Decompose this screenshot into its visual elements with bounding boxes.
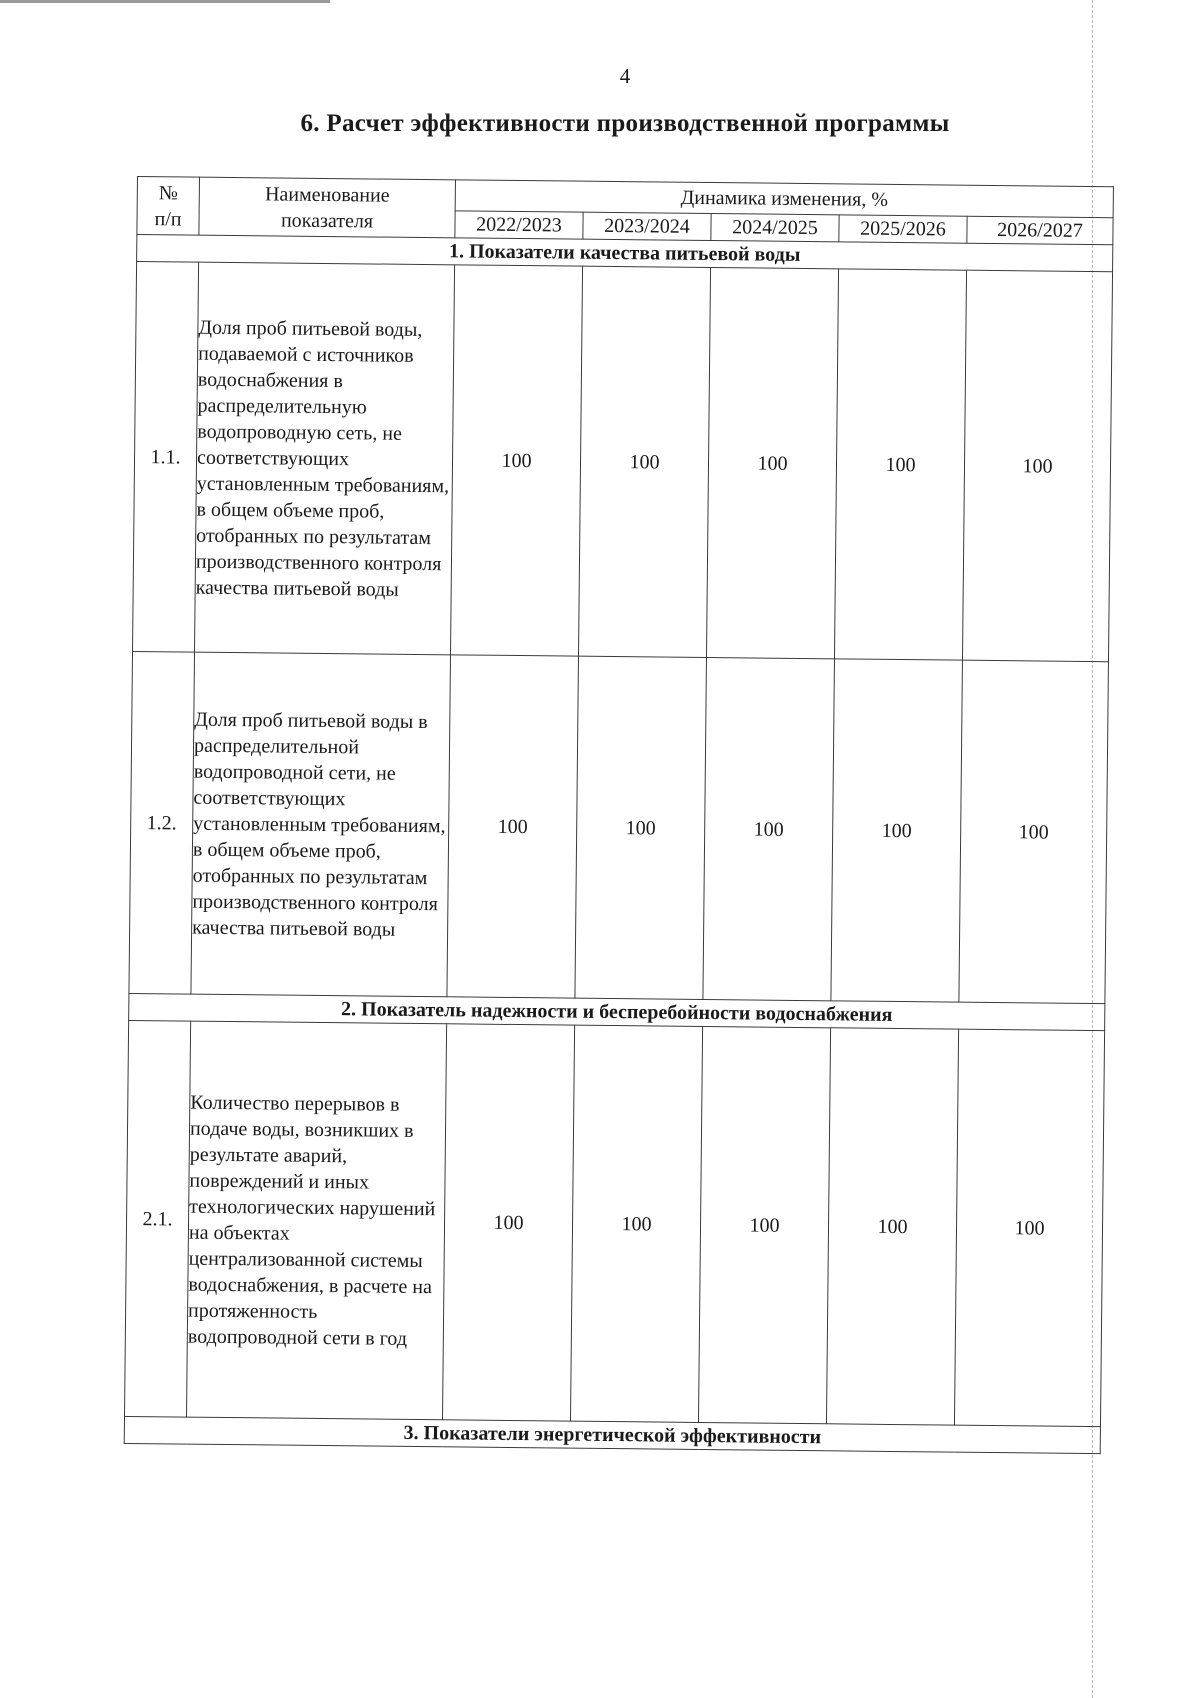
- indicator-value: 100: [959, 660, 1109, 1004]
- header-dynamics-label: Динамика изменения, %: [455, 180, 1113, 218]
- row-number: 1.2.: [129, 651, 195, 994]
- section-title: 3. Показатели энергетической эффективности: [124, 1416, 1100, 1453]
- indicator-value: 100: [575, 656, 707, 999]
- header-name-cell: [199, 177, 456, 238]
- table-row: [125, 1020, 1105, 1426]
- header-year: 2022/2023: [455, 211, 583, 239]
- indicator-value: 100: [698, 1026, 830, 1423]
- indicator-value: 100: [954, 1029, 1104, 1427]
- row-number: 2.1.: [125, 1020, 191, 1417]
- indicator-value: 100: [703, 657, 835, 1000]
- header-year: 2025/2026: [839, 215, 967, 243]
- indicators-table: [124, 176, 1114, 1454]
- header-year: 2024/2025: [711, 214, 839, 242]
- header-num-cell: [137, 177, 200, 236]
- indicator-value: 100: [442, 1024, 574, 1421]
- indicator-name: Доля проб питьевой воды в распределительной водопроводной сети, не соответствующих установленным требованиям, в общем объеме проб, отобранных по результатам производственного контроля качества питьевой воды: [191, 652, 451, 997]
- indicator-value: 100: [706, 268, 838, 659]
- header-name-label: Наименование показателя: [264, 182, 390, 232]
- indicator-name: Доля проб питьевой воды, подаваемой с источников водоснабжения в распределительную водопроводную сеть, не соответствующих установленным требованиям, в общем объеме проб, отобранных по результатам производственного контроля качества питьевой воды: [195, 262, 455, 655]
- indicator-value: 100: [831, 659, 963, 1002]
- header-year: 2023/2024: [583, 212, 711, 240]
- indicator-value: 100: [826, 1028, 958, 1425]
- indicator-value: 100: [570, 1025, 702, 1422]
- page-number: 4: [619, 64, 631, 88]
- table-row: [129, 651, 1109, 1003]
- table-row: [133, 262, 1113, 662]
- header-num-label: № п/п: [154, 181, 182, 230]
- header-year: 2026/2027: [967, 216, 1113, 245]
- section-title: 1. Показатели качества питьевой воды: [137, 235, 1113, 272]
- indicator-name: Количество перерывов в подаче воды, возникших в результате аварий, повреждений и иных технологических нарушений на объектах централизованной системы водоснабжения, в расчете на протяженность водопроводной сети в год: [187, 1021, 447, 1420]
- section-title: 2. Показатель надежности и бесперебойности водоснабжения: [129, 993, 1105, 1030]
- indicator-value: 100: [451, 265, 583, 656]
- document-title: 6. Расчет эффективности производственной программы: [300, 110, 950, 137]
- indicator-value: 100: [447, 655, 579, 998]
- indicator-value: 100: [578, 266, 710, 657]
- indicator-value: 100: [834, 269, 966, 660]
- header-row-top: [137, 177, 1113, 218]
- row-number: 1.1.: [133, 262, 199, 653]
- scan-edge-top: [0, 0, 330, 3]
- indicator-value: 100: [962, 270, 1112, 662]
